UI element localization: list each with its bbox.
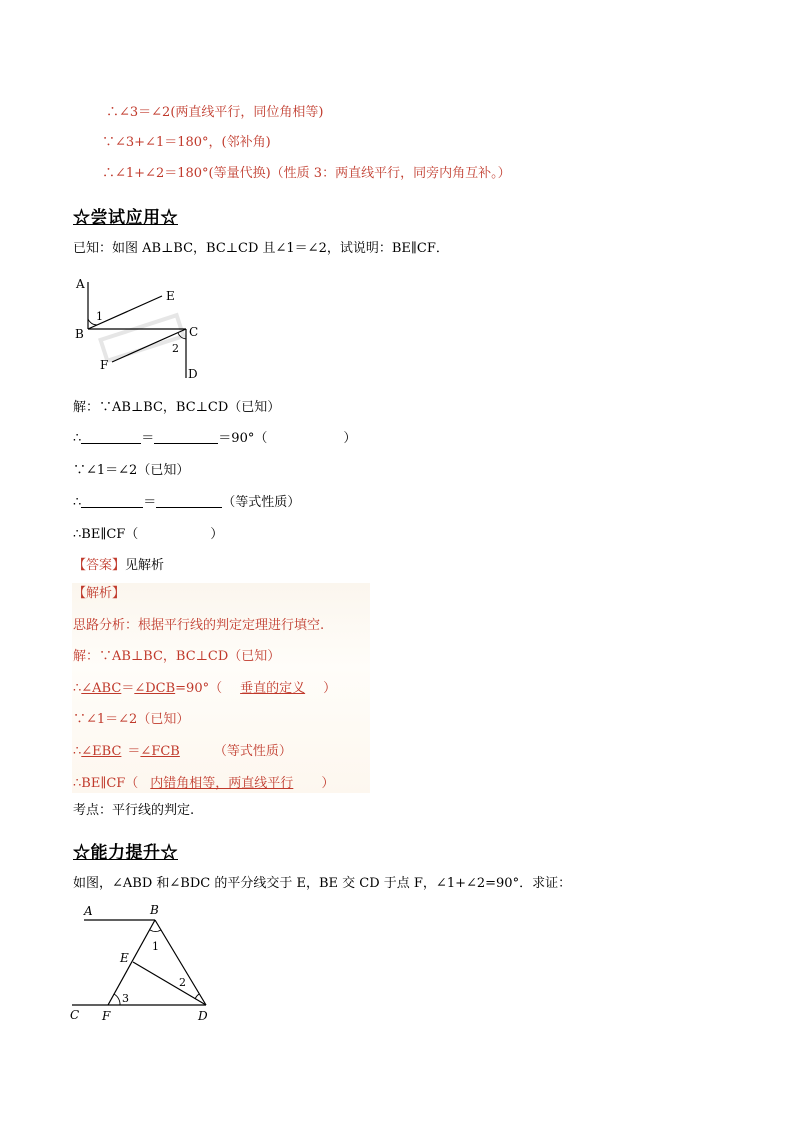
label-A: A bbox=[84, 904, 93, 918]
label-angle-2: 2 bbox=[179, 976, 186, 989]
label-angle-1: 1 bbox=[152, 940, 159, 953]
analysis-line-5 bbox=[73, 743, 292, 761]
label-angle-1: 1 bbox=[96, 310, 103, 323]
close-paren: ） bbox=[210, 527, 224, 542]
analysis-line-4: ∵∠1＝∠2（已知） bbox=[73, 712, 190, 727]
proof-line-3: ∴∠1+∠2＝180°(等量代换)（性质 3：两直线平行，同旁内角互补。） bbox=[102, 166, 511, 181]
answer-angle-dcb: ∠DCB bbox=[134, 681, 176, 696]
conclusion-text: ∴BE∥CF（ bbox=[73, 776, 139, 791]
answer-angle-ebc: ∠EBC bbox=[81, 744, 122, 759]
watermark bbox=[101, 315, 184, 361]
label-C: C bbox=[189, 325, 199, 339]
answer-angle-fcb: ∠FCB bbox=[140, 744, 180, 759]
blank-4b[interactable] bbox=[156, 495, 222, 508]
solution-line-1: 解：∵AB⊥BC，BC⊥CD（已知） bbox=[73, 400, 281, 415]
label-E: E bbox=[120, 951, 129, 965]
angle-1-arc bbox=[150, 930, 161, 931]
kaodian-line: 考点：平行线的判定. bbox=[73, 803, 195, 818]
label-F: F bbox=[100, 358, 109, 372]
problem-statement-1: 已知：如图 AB⊥BC，BC⊥CD 且∠1＝∠2，试说明：BE∥CF． bbox=[73, 241, 449, 256]
solution-line-4 bbox=[73, 494, 300, 512]
solution-line-3: ∵∠1＝∠2（已知） bbox=[73, 463, 190, 478]
label-D: D bbox=[198, 1009, 208, 1023]
solution-line-5 bbox=[73, 526, 223, 544]
reason-equality: （等式性质） bbox=[213, 744, 292, 759]
figure-1 bbox=[72, 272, 212, 384]
label-B: B bbox=[75, 327, 84, 341]
therefore-symbol: ∴ bbox=[73, 681, 82, 696]
close-paren: ） bbox=[321, 776, 335, 791]
label-angle-2: 2 bbox=[172, 342, 179, 355]
proof-line-2: ∵∠3+∠1＝180°，(邻补角) bbox=[102, 135, 271, 150]
reason-equality: （等式性质） bbox=[222, 495, 301, 510]
label-B: B bbox=[150, 903, 159, 917]
blank-4a[interactable] bbox=[81, 495, 143, 508]
analysis-label: 【解析】 bbox=[73, 586, 126, 601]
equals-sign: ＝ bbox=[143, 495, 157, 510]
answer-angle-abc: ∠ABC bbox=[81, 681, 122, 696]
therefore-symbol: ∴ bbox=[73, 431, 82, 446]
label-E: E bbox=[166, 289, 175, 303]
answer-reason-alternate-angles: 内错角相等，两直线平行 bbox=[150, 776, 294, 791]
problem-statement-2: 如图，∠ABD 和∠BDC 的平分线交于 E，BE 交 CD 于点 F，∠1+∠2=90°．求证： bbox=[73, 876, 572, 891]
analysis-line-1: 思路分析：根据平行线的判定定理进行填空. bbox=[73, 618, 325, 633]
answer-label: 【答案】 bbox=[73, 558, 126, 573]
section-heading-try: ☆尝试应用☆ bbox=[73, 208, 178, 228]
label-C: C bbox=[70, 1008, 80, 1022]
equals-90: ＝90°（ bbox=[218, 431, 268, 446]
label-F: F bbox=[102, 1009, 111, 1023]
segment-BF bbox=[108, 920, 155, 1005]
answer-reason-perpendicular: 垂直的定义 bbox=[240, 681, 306, 696]
label-angle-3: 3 bbox=[122, 992, 129, 1005]
analysis-line-6 bbox=[73, 775, 334, 793]
equals-sign: ＝ bbox=[121, 681, 135, 696]
label-A: A bbox=[76, 277, 85, 291]
therefore-symbol: ∴ bbox=[73, 744, 82, 759]
label-D: D bbox=[188, 367, 198, 381]
equals-90: =90°（ bbox=[175, 681, 223, 696]
answer-line bbox=[73, 557, 164, 575]
solution-line-2 bbox=[73, 430, 356, 448]
angle-3-arc bbox=[114, 994, 120, 1005]
equals-sign: ＝ bbox=[141, 431, 155, 446]
equals-sign: ＝ bbox=[127, 744, 141, 759]
angle-2-arc bbox=[195, 994, 199, 999]
blank-2a[interactable] bbox=[81, 431, 141, 444]
conclusion-text: ∴BE∥CF（ bbox=[73, 527, 139, 542]
blank-2b[interactable] bbox=[154, 431, 218, 444]
answer-text: 见解析 bbox=[125, 558, 165, 573]
close-paren: ） bbox=[343, 431, 357, 446]
proof-line-1: ∴∠3＝∠2(两直线平行，同位角相等) bbox=[106, 105, 324, 120]
segment-BD bbox=[155, 920, 206, 1005]
analysis-line-3 bbox=[73, 680, 336, 698]
close-paren: ） bbox=[323, 681, 337, 696]
figure-2 bbox=[68, 900, 218, 1024]
therefore-symbol: ∴ bbox=[73, 495, 82, 510]
section-heading-improve: ☆能力提升☆ bbox=[73, 843, 178, 863]
analysis-line-2: 解：∵AB⊥BC，BC⊥CD（已知） bbox=[73, 649, 281, 664]
